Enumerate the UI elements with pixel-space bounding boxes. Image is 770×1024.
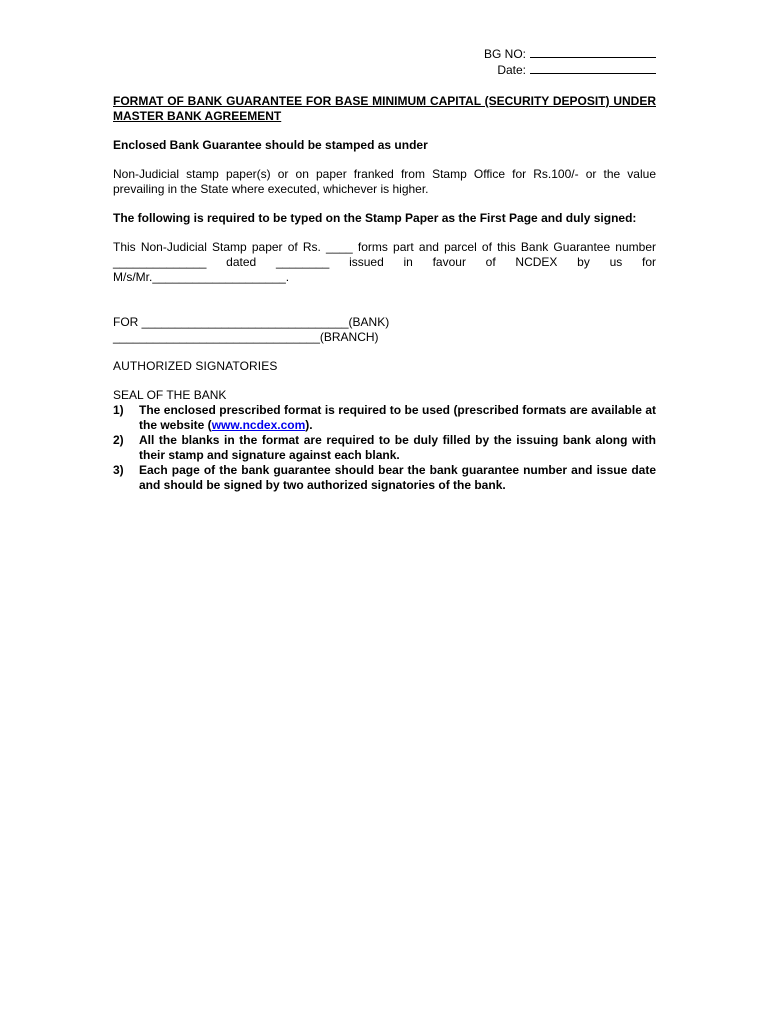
for-block [113, 315, 656, 345]
seal-of-bank: SEAL OF THE BANK [113, 388, 227, 402]
instruction-number: 1) [113, 403, 124, 417]
instruction-item-1 [113, 403, 656, 433]
bg-no-blank [530, 46, 656, 58]
for-bank-line: FOR _______________________________(BANK) [113, 315, 390, 329]
document-content [113, 46, 656, 493]
ncdex-website-link[interactable]: www.ncdex.com [211, 418, 306, 432]
typed-text-line-3: M/s/Mr.____________________. [113, 270, 290, 284]
stamp-heading: Enclosed Bank Guarantee should be stamped as under [113, 138, 428, 152]
stamp-text: Non-Judicial stamp paper(s) or on paper franked from Stamp Office for Rs.100/- or the value prevailing in the State where executed, whichever is higher. [113, 167, 656, 196]
bg-no-label: BG NO: [483, 47, 526, 61]
document-title: FORMAT OF BANK GUARANTEE FOR BASE MINIMUM CAPITAL (SECURITY DEPOSIT) UNDER MASTER BANK AGREEMENT [113, 94, 656, 123]
instruction-text: All the blanks in the format are required to be duly filled by the issuing bank along with their stamp and signature against each blank. [139, 433, 656, 462]
date-blank [530, 62, 656, 74]
typed-text [113, 240, 656, 285]
typed-text-line-1: This Non-Judicial Stamp paper of Rs. ____ forms part and parcel of this Bank Guarantee number [113, 240, 656, 254]
typed-heading: The following is required to be typed on the Stamp Paper as the First Page and duly signed: [113, 211, 637, 225]
instruction-number: 2) [113, 433, 124, 447]
authorized-signatories: AUTHORIZED SIGNATORIES [113, 359, 278, 373]
typed-text-line-2: ______________ dated ________ issued in favour of NCDEX by us for [113, 255, 656, 269]
header-block [113, 46, 656, 78]
date-label: Date: [497, 63, 526, 77]
instruction-number: 3) [113, 463, 124, 477]
instruction-text-before: The enclosed prescribed format is required to be used (prescribed formats are available at the website ( [139, 403, 656, 432]
instruction-text-after: ). [305, 418, 313, 432]
instruction-item-3 [113, 463, 656, 493]
for-branch-line: _______________________________(BRANCH) [113, 330, 379, 344]
instruction-item-2 [113, 433, 656, 463]
bg-no-row [113, 46, 656, 62]
instructions-list [113, 403, 656, 493]
instruction-text [139, 403, 656, 433]
instruction-text: Each page of the bank guarantee should bear the bank guarantee number and issue date and should be signed by two authorized signatories of the bank. [139, 463, 656, 492]
date-row [113, 62, 656, 78]
